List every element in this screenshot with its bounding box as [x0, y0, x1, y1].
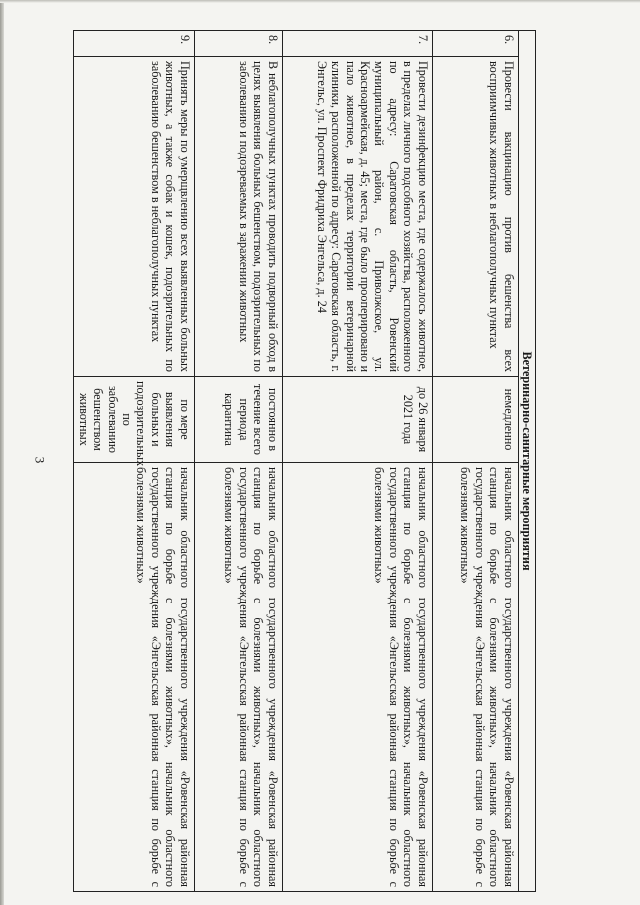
- rotated-table-container: [76, 30, 536, 892]
- page-number: 3: [32, 456, 48, 464]
- table-row: [194, 31, 282, 892]
- row-number: 6.: [432, 31, 518, 57]
- row-number: 8.: [194, 31, 282, 57]
- table-row: [432, 31, 518, 892]
- table-row: [74, 31, 194, 892]
- row-number: 7.: [282, 31, 432, 57]
- section-header-row: [518, 31, 535, 892]
- measure-cell: Провести вакцинацию против бешенства всех восприимчивых животных в неблагополучных пунктах: [432, 57, 518, 377]
- scan-edge-top: [0, 0, 640, 3]
- measure-cell: Провести дезинфекцию места, где содержалось животное, в пределах личного подсобного хозяйства, расположенного по адресу: Саратовская область, Ровенский муниципальный район, с. Приволжское, ул. Красноармейская, д. 45; места, где было прооперировано и пало животное, в пределах территории ветеринарной клиники, расположенной по адресу: Саратовская область, г. Энгельс, ул. Проспект Фридриха Энгельса, д. 24: [282, 57, 432, 377]
- measures-table: [73, 30, 536, 892]
- measure-cell: В неблагополучных пунктах проводить подворный обход в целях выявления больных бешенством, подозрительных по заболеванию и подозреваемых в заражении животных: [194, 57, 282, 377]
- scan-edge: [0, 0, 4, 905]
- term-cell: до 26 января 2021 года: [282, 377, 432, 463]
- term-cell: по мере выявления больных и подозрительных по заболеванию бешенством животных: [74, 377, 194, 463]
- term-cell: постоянно в течение всего периода карантина: [194, 377, 282, 463]
- responsible-cell: начальник областного государственного учреждения «Ровенская районная станция по борьбе с болезнями животных», начальник областного государственного учреждения «Энгельсская районная станция по борьбе с болезнями животных»: [432, 463, 518, 892]
- term-cell: немедленно: [432, 377, 518, 463]
- row-number: 9.: [74, 31, 194, 57]
- measure-cell: Принять меры по умерщвлению всех выявленных больных животных, а также собак и кошек, подозрительных по заболеванию бешенством в неблагополучных пунктах: [74, 57, 194, 377]
- section-title: Ветеринарно-санитарные мероприятия: [518, 31, 535, 892]
- responsible-cell: начальник областного государственного учреждения «Ровенская районная станция по борьбе с болезнями животных», начальник областного государственного учреждения «Энгельсская районная станция по борьбе с болезнями животных»: [74, 463, 194, 892]
- responsible-cell: начальник областного государственного учреждения «Ровенская районная станция по борьбе с болезнями животных», начальник областного государственного учреждения «Энгельсская районная станция по борьбе с болезнями животных»: [282, 463, 432, 892]
- table-row: [282, 31, 432, 892]
- responsible-cell: начальник областного государственного учреждения «Ровенская районная станция по борьбе с болезнями животных», начальник областного государственного учреждения «Энгельсская районная станция по борьбе с болезнями животных»: [194, 463, 282, 892]
